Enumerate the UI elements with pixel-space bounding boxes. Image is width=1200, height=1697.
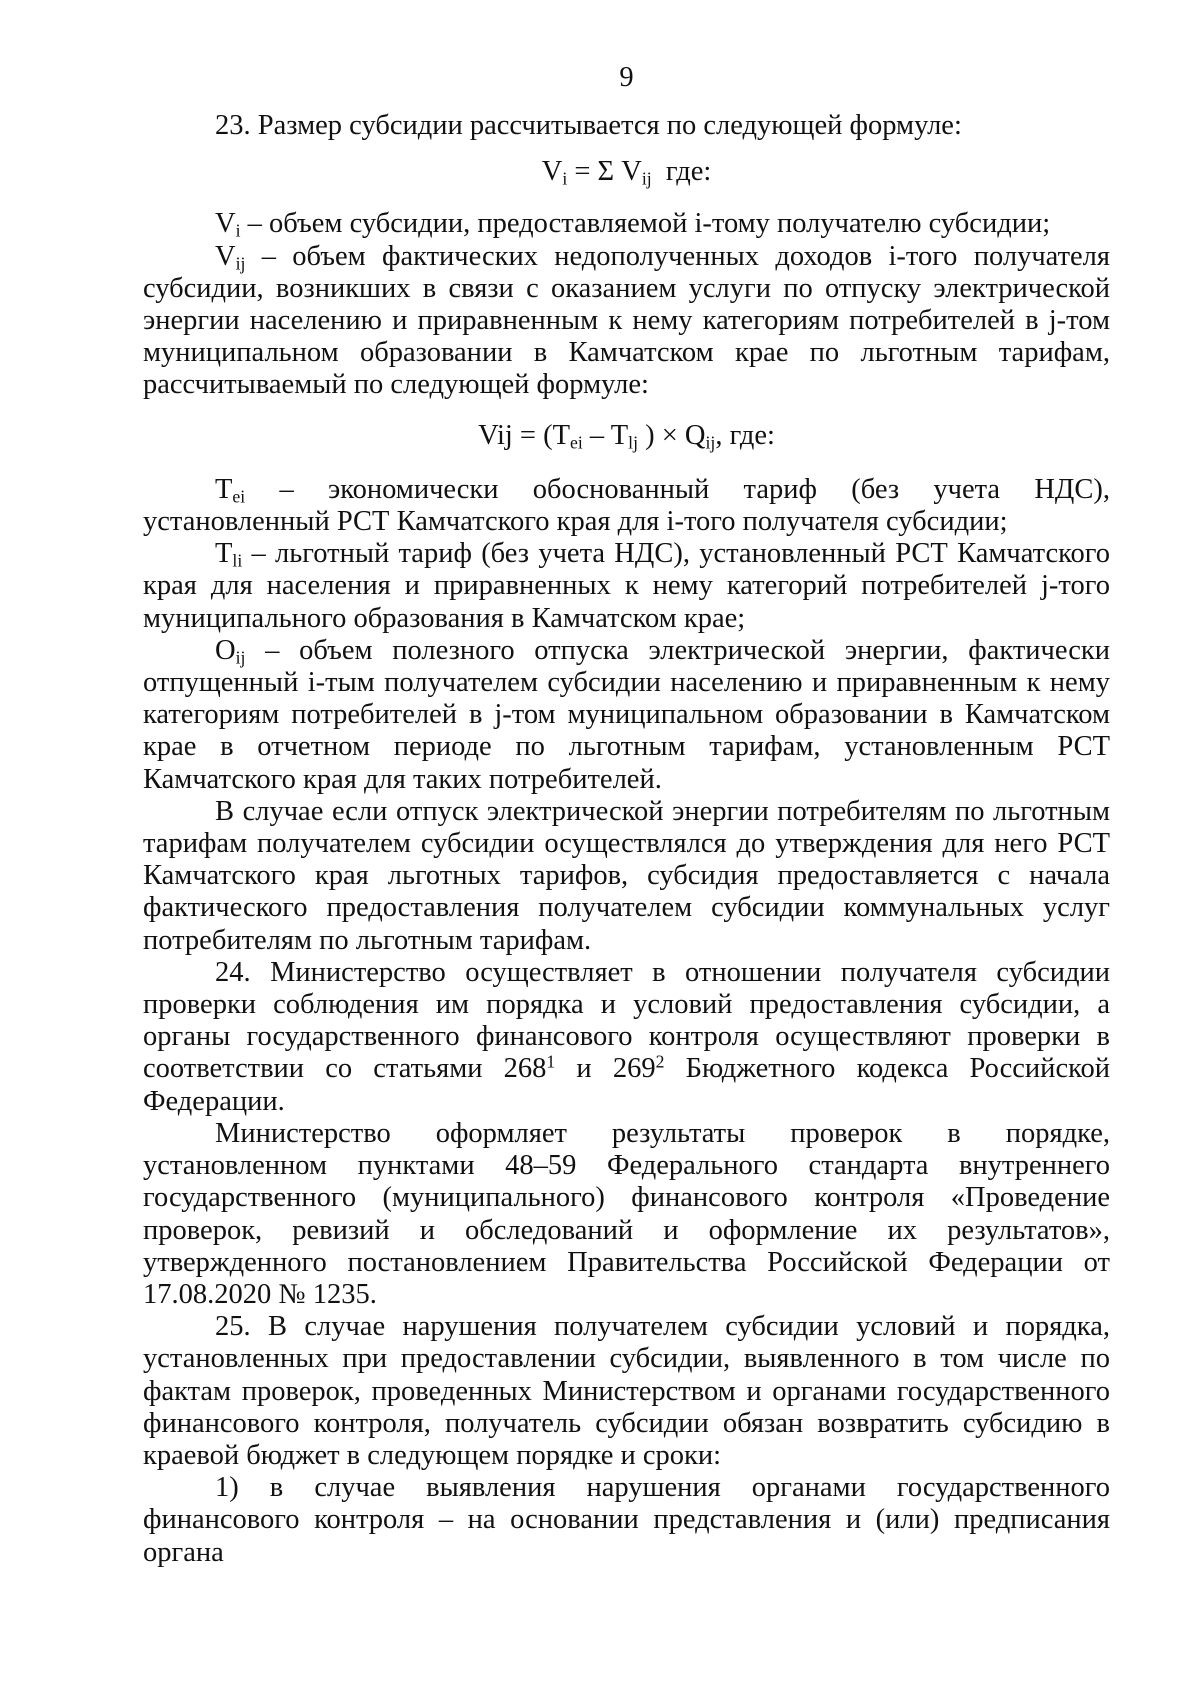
paragraph-24-text-2: и 269 xyxy=(555,1053,656,1085)
formula-tail: где: xyxy=(651,156,712,188)
definition-oij xyxy=(143,635,1110,796)
formula-subsidy-total xyxy=(143,156,1110,188)
document-page xyxy=(143,62,1110,1569)
formula-v: V xyxy=(541,156,563,188)
definition-vij-text: – объем фактических недополученных доходов i-того получателя субсидии, возникших в связи с оказанием услуги по отпуску электрической энергии населению и приравненным к нему категориям потребителей в j-том муниципальном образовании в Камчатском крае по льготным тарифам, рассчитываемый по следующей формуле: xyxy=(143,240,1110,401)
symbol-t: T xyxy=(215,473,233,505)
formula-vij xyxy=(143,420,1110,452)
definition-tli xyxy=(143,538,1110,635)
formula-sub-lj: lj xyxy=(628,432,638,453)
symbol-sub-ij: ij xyxy=(235,647,246,668)
formula-tail: , где: xyxy=(715,419,775,451)
symbol-v: V xyxy=(215,240,236,272)
formula-times-q: ) × Q xyxy=(637,419,706,451)
formula-sub-ij: ij xyxy=(705,432,716,453)
definition-tei-text: – экономически обоснованный тариф (без учета НДС), установленный РСТ Камчатского края для i-того получателя субсидии; xyxy=(143,473,1110,538)
definition-vij xyxy=(143,241,1110,402)
paragraph-ministry: Министерство оформляет результаты проверок в порядке, установленном пунктами 48–59 Федерального стандарта внутреннего государственного (муниципального) финансового контроля «Проведение проверок, ревизий и обследований и оформление их результатов», утвержденного постановлением Правительства Российской Федерации от 17.08.2020 № 1235. xyxy=(143,1117,1110,1310)
formula-sub-ij: ij xyxy=(641,168,652,189)
definition-tli-text: – льготный тариф (без учета НДС), установленный РСТ Камчатского края для населения и приравненных к нему категорий потребителей j-того муниципального образования в Камчатском крае; xyxy=(143,538,1110,634)
symbol-o: O xyxy=(215,634,236,666)
symbol-sub-li: li xyxy=(232,550,243,571)
paragraph-25-item-1: 1) в случае выявления нарушения органами государственного финансового контроля – на основании представления и (или) предписания органа xyxy=(143,1472,1110,1568)
paragraph-24-text-1: 24. Министерство осуществляет в отношении получателя субсидии проверки соблюдения им порядка и условий предоставления субсидии, а органы государственного финансового контроля осуществляют проверки в соответствии со статьями 268 xyxy=(143,956,1110,1085)
definition-oij-text: – объем полезного отпуска электрической энергии, фактически отпущенный i-тым получателем субсидии населению и приравненным к нему категориям потребителей в j-том муниципальном образовании в Камчатском крае в отчетном периоде по льготным тарифам, установленным РСТ Камчатского края для таких потребителей. xyxy=(143,634,1110,795)
formula-sum: = Σ V xyxy=(567,156,642,188)
formula-start: Vij = (T xyxy=(478,419,571,451)
paragraph-24 xyxy=(143,957,1110,1118)
paragraph-23-intro: 23. Размер субсидии рассчитывается по следующей формуле: xyxy=(215,110,962,141)
formula-sub-ei: ei xyxy=(570,432,583,453)
definition-tei xyxy=(143,474,1110,538)
paragraph-25: 25. В случае нарушения получателем субсидии условий и порядка, установленных при предоставлении субсидии, выявленного в том числе по фактам проверок, проведенных Министерством и органами государственного финансового контроля, получатель субсидии обязан возвратить субсидию в краевой бюджет в следующем порядке и сроки: xyxy=(143,1311,1110,1471)
symbol-v: V xyxy=(215,208,236,240)
definition-vi-text: – объем субсидии, предоставляемой i-тому получателю субсидии; xyxy=(240,208,1051,240)
page-number: 9 xyxy=(619,62,634,93)
symbol-sub-ij: ij xyxy=(235,253,246,274)
symbol-sub-i: i xyxy=(235,220,241,241)
definition-vi xyxy=(143,208,1110,240)
superscript-2: 2 xyxy=(655,1051,665,1072)
symbol-sub-ei: ei xyxy=(232,486,246,507)
paragraph-case: В случае если отпуск электрической энергии потребителям по льготным тарифам получателем субсидии осуществлялся до утверждения для него РСТ Камчатского края льготных тарифов, субсидия предоставляется с начала фактического предоставления получателем субсидии коммунальных услуг потребителям по льготным тарифам. xyxy=(143,795,1110,956)
paragraph-24-text-3: Бюджетного кодекса Российской Федерации. xyxy=(143,1053,1110,1117)
symbol-t: T xyxy=(215,538,233,570)
formula-minus-t: – T xyxy=(582,419,629,451)
formula-sub-i: i xyxy=(562,168,568,189)
superscript-1: 1 xyxy=(546,1051,556,1072)
